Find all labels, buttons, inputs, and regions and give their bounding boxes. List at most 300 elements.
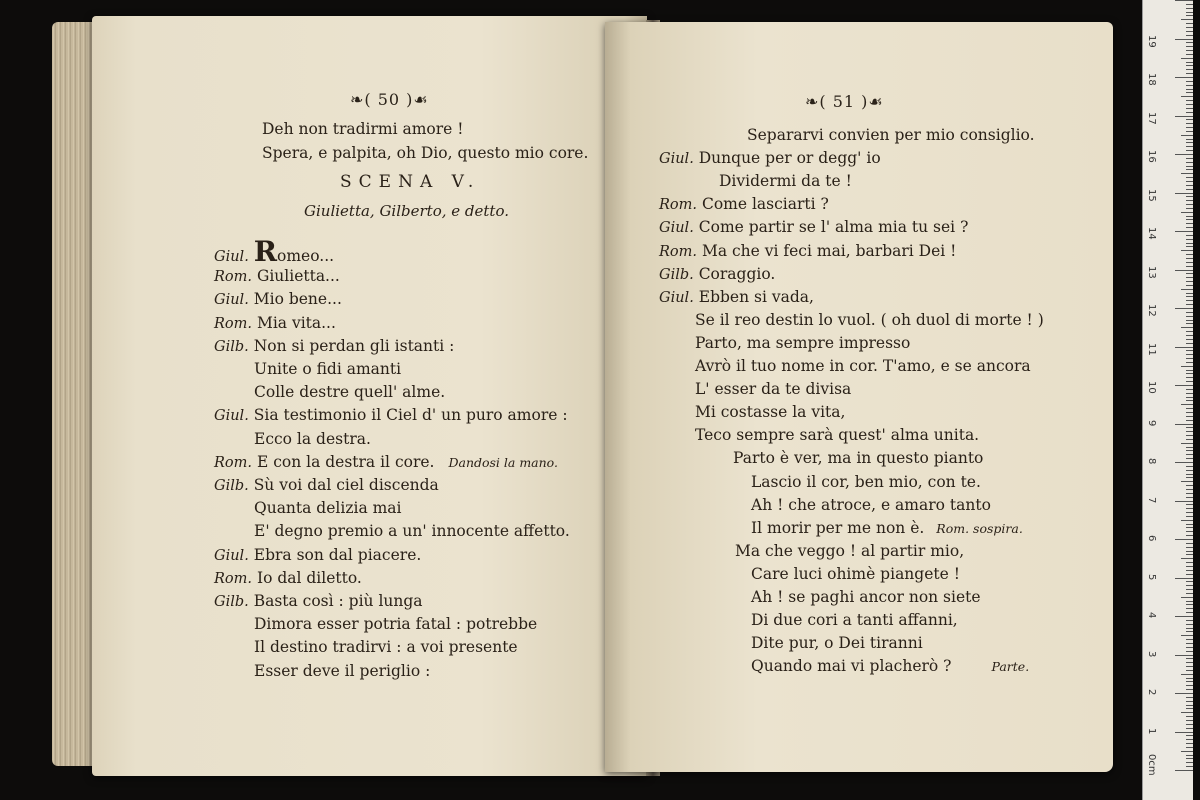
ruler-tick <box>1186 146 1193 147</box>
ruler-number: 11 <box>1146 342 1157 356</box>
ruler-tick <box>1186 370 1193 371</box>
folio-number: ( 51 ) <box>819 92 869 111</box>
ruler-tick <box>1181 674 1193 675</box>
ruler-tick <box>1186 755 1193 756</box>
ruler-number: 17 <box>1146 111 1157 125</box>
line-text: L' esser da te divisa <box>695 380 852 399</box>
line-text: Ecco la destra. <box>254 429 371 448</box>
ruler-tick <box>1186 601 1193 602</box>
ruler-number: 10 <box>1146 381 1157 394</box>
ruler-tick <box>1186 758 1193 759</box>
ruler-tick <box>1186 381 1193 382</box>
ruler-tick <box>1186 131 1193 132</box>
line-text: E' degno premio a un' innocente affetto. <box>254 522 570 541</box>
ruler-tick <box>1186 728 1193 729</box>
ruler-tick <box>1186 416 1193 417</box>
ruler-tick <box>1186 512 1193 513</box>
ornament-icon: ☙ <box>413 90 429 109</box>
ruler-tick <box>1186 735 1193 736</box>
line-text: Coraggio. <box>698 264 776 283</box>
speaker-label: Gilb. <box>214 478 249 494</box>
dialogue-line <box>751 588 981 606</box>
ruler-tick <box>1186 608 1193 609</box>
dialogue-line <box>695 334 910 352</box>
dialogue-line <box>659 218 968 236</box>
ruler-tick <box>1186 551 1193 552</box>
ruler-tick <box>1181 751 1193 752</box>
ruler-number: 15 <box>1146 188 1157 202</box>
ruler-tick <box>1186 42 1193 43</box>
speaker-label: Rom. <box>214 269 253 286</box>
ruler-tick <box>1186 258 1193 259</box>
line-text: Basta così : più lunga <box>253 592 423 610</box>
dialogue-line <box>751 634 923 652</box>
ruler-tick <box>1181 327 1193 328</box>
ruler-tick <box>1186 420 1193 421</box>
dialogue-line <box>254 522 570 540</box>
ruler-tick <box>1186 527 1193 528</box>
ruler-tick <box>1186 200 1193 201</box>
ruler-tick <box>1186 658 1193 659</box>
ruler-tick <box>1186 177 1193 178</box>
dialogue-line <box>695 403 845 421</box>
dialogue-line <box>254 360 401 378</box>
ruler-number: 2 <box>1146 689 1157 696</box>
ruler-tick <box>1186 543 1193 544</box>
ruler-tick <box>1175 154 1193 155</box>
dialogue-line <box>214 337 454 355</box>
line-text: Quanta delizia mai <box>254 499 402 518</box>
ruler-tick <box>1186 73 1193 74</box>
ruler-tick <box>1186 254 1193 255</box>
ruler-tick <box>1186 524 1193 525</box>
ruler-tick <box>1175 231 1193 232</box>
ruler-tick <box>1181 366 1193 367</box>
line-text: Ebben si vada, <box>698 287 814 306</box>
line-text: Sù voi dal ciel discenda <box>253 476 439 494</box>
ruler-tick <box>1186 339 1193 340</box>
stage-direction: Parte. <box>991 659 1030 675</box>
speaker-label: Rom. <box>214 570 253 587</box>
dialogue-line <box>214 314 336 332</box>
ruler-tick <box>1186 678 1193 679</box>
folio-left <box>350 90 429 109</box>
ruler-tick <box>1186 81 1193 82</box>
ruler-tick <box>1186 531 1193 532</box>
dialogue-line <box>254 638 518 656</box>
ruler-tick <box>1186 246 1193 247</box>
verse-line: Deh non tradirmi amore ! <box>262 120 464 138</box>
ruler-tick <box>1186 743 1193 744</box>
line-text: Il morir per me non è. <box>751 518 925 537</box>
speaker-label: Giul. <box>659 220 694 237</box>
line-text: Avrò il tuo nome in cor. T'amo, e se ancora <box>695 357 1031 375</box>
ruler-tick <box>1186 243 1193 244</box>
dialogue-line <box>751 611 958 629</box>
dialogue-line <box>214 267 340 285</box>
ruler-tick <box>1186 62 1193 63</box>
drop-cap: R <box>253 235 278 268</box>
ruler-tick <box>1175 424 1193 425</box>
ruler-tick <box>1186 112 1193 113</box>
ruler-tick <box>1186 189 1193 190</box>
ruler-tick <box>1186 123 1193 124</box>
ornament-icon: ☙ <box>868 92 884 111</box>
ruler-tick <box>1186 343 1193 344</box>
ruler-tick <box>1186 50 1193 51</box>
dialogue-line <box>695 426 979 444</box>
ruler-tick <box>1181 58 1193 59</box>
speaker-label: Giul. <box>659 289 694 306</box>
ruler-tick <box>1186 427 1193 428</box>
ruler-tick <box>1186 277 1193 278</box>
dialogue-line <box>214 406 568 424</box>
ruler-tick <box>1186 447 1193 448</box>
ruler-tick <box>1175 0 1193 1</box>
ruler-unit: 0cm <box>1146 754 1157 776</box>
dialogue-line <box>659 195 829 213</box>
ruler-tick <box>1175 116 1193 117</box>
ruler-number: 18 <box>1146 73 1157 86</box>
ruler-tick <box>1186 739 1193 740</box>
ruler-tick <box>1181 289 1193 290</box>
ruler-tick <box>1186 439 1193 440</box>
ruler-tick <box>1186 216 1193 217</box>
ruler-tick <box>1186 85 1193 86</box>
line-text: Mio bene... <box>253 290 342 309</box>
ruler-tick <box>1186 323 1193 324</box>
ruler-tick <box>1186 373 1193 374</box>
ruler-tick <box>1186 581 1193 582</box>
dialogue-line <box>719 172 852 190</box>
speaker-label: Gilb. <box>659 266 694 283</box>
ruler-tick <box>1186 89 1193 90</box>
ruler-tick <box>1186 620 1193 621</box>
ruler-tick <box>1186 400 1193 401</box>
ruler-tick <box>1186 708 1193 709</box>
dialogue-line <box>214 569 362 587</box>
ruler-tick <box>1186 689 1193 690</box>
speaker-label: Rom. <box>659 197 698 214</box>
ruler-tick <box>1186 431 1193 432</box>
line-text: Ma che veggo ! al partir mio, <box>735 541 965 560</box>
ruler-number: 9 <box>1146 419 1157 426</box>
ruler-tick <box>1186 493 1193 494</box>
ruler-tick <box>1186 562 1193 563</box>
line-text: Ma che vi feci mai, barbari Dei ! <box>701 241 957 260</box>
line-text: Ebra son dal piacere. <box>253 545 422 564</box>
ruler-tick <box>1186 766 1193 767</box>
line-text: Dimora esser potria fatal : potrebbe <box>254 615 538 634</box>
ruler-tick <box>1186 681 1193 682</box>
ruler-tick <box>1175 77 1193 78</box>
ruler-tick <box>1186 127 1193 128</box>
ruler-tick <box>1186 166 1193 167</box>
line-text: Di due cori a tanti affanni, <box>751 611 958 630</box>
ornament-icon: ❧ <box>805 92 820 111</box>
speaker-label: Rom. <box>659 243 698 260</box>
ruler-tick <box>1186 304 1193 305</box>
ruler-tick <box>1186 266 1193 267</box>
dialogue-line <box>214 235 335 268</box>
ruler-tick <box>1186 196 1193 197</box>
line-text: Se il reo destin lo vuol. ( oh duol di morte ! ) <box>695 310 1044 329</box>
ruler-tick <box>1186 208 1193 209</box>
ruler-tick <box>1186 408 1193 409</box>
line-text: Come partir se l' alma mia tu sei ? <box>698 218 969 237</box>
line-text: Io dal diletto. <box>256 568 362 587</box>
ruler-tick <box>1186 185 1193 186</box>
ruler-tick <box>1186 235 1193 236</box>
line-text: Care luci ohimè piangete ! <box>751 564 960 583</box>
ruler-tick <box>1186 296 1193 297</box>
dialogue-line <box>254 430 371 448</box>
ruler-tick <box>1186 27 1193 28</box>
dialogue-line <box>254 499 402 517</box>
ruler-tick <box>1186 593 1193 594</box>
dialogue-line <box>695 311 1044 329</box>
ruler-tick <box>1186 15 1193 16</box>
ruler-tick <box>1186 4 1193 5</box>
ruler-tick <box>1186 724 1193 725</box>
line-text: Parto è ver, ma in questo pianto <box>733 449 984 468</box>
ruler-tick <box>1186 35 1193 36</box>
line-text: Colle destre quell' alme. <box>254 383 446 402</box>
ruler-tick <box>1186 350 1193 351</box>
ruler-tick <box>1186 223 1193 224</box>
dialogue-line <box>751 473 981 491</box>
ruler-tick <box>1186 312 1193 313</box>
ruler-tick <box>1186 466 1193 467</box>
ruler-tick <box>1186 169 1193 170</box>
ruler-tick <box>1186 716 1193 717</box>
ruler-tick <box>1181 443 1193 444</box>
ruler-tick <box>1175 39 1193 40</box>
ruler-tick <box>1186 331 1193 332</box>
ruler-tick <box>1186 54 1193 55</box>
dialogue-line <box>659 288 814 306</box>
ruler-tick <box>1175 385 1193 386</box>
ruler-tick <box>1181 481 1193 482</box>
scene-subtitle: Giulietta, Gilberto, e detto. <box>304 202 509 220</box>
dialogue-line <box>214 592 423 610</box>
ruler-tick <box>1175 347 1193 348</box>
ruler-tick <box>1186 485 1193 486</box>
ruler-tick <box>1186 92 1193 93</box>
dialogue-line <box>254 615 537 633</box>
line-text: E con la destra il core. <box>256 452 435 471</box>
ruler-tick <box>1175 193 1193 194</box>
ruler-tick <box>1181 212 1193 213</box>
ruler-tick <box>1186 631 1193 632</box>
ruler-tick <box>1186 651 1193 652</box>
ruler-tick <box>1186 589 1193 590</box>
ruler-tick <box>1186 585 1193 586</box>
ruler-tick <box>1175 578 1193 579</box>
ruler-number: 5 <box>1146 573 1157 580</box>
dialogue-line <box>733 449 983 467</box>
right-page <box>605 22 1113 772</box>
ruler-tick <box>1186 273 1193 274</box>
ruler-tick <box>1186 139 1193 140</box>
ruler-tick <box>1181 19 1193 20</box>
ruler-tick <box>1186 293 1193 294</box>
ornament-icon: ❧ <box>350 90 365 109</box>
ruler-tick <box>1186 69 1193 70</box>
ruler-tick <box>1186 647 1193 648</box>
ruler-tick <box>1186 119 1193 120</box>
ruler-tick <box>1175 616 1193 617</box>
scene-title: SCENA V. <box>340 172 481 192</box>
ruler-tick <box>1186 435 1193 436</box>
ruler-tick <box>1186 762 1193 763</box>
ruler-tick <box>1181 135 1193 136</box>
ruler-tick <box>1186 643 1193 644</box>
dialogue-line <box>751 519 1023 537</box>
dialogue-line <box>659 242 956 260</box>
ruler-tick <box>1186 281 1193 282</box>
ruler-tick <box>1181 173 1193 174</box>
ruler-tick <box>1186 320 1193 321</box>
stage-direction: Rom. sospira. <box>936 520 1023 536</box>
ruler-number: 16 <box>1146 150 1157 163</box>
ruler-tick <box>1186 662 1193 663</box>
line-text: Dividermi da te ! <box>719 172 852 191</box>
line-text: Non si perdan gli istanti : <box>253 336 455 355</box>
verse-line: Spera, e palpita, oh Dio, questo mio core. <box>262 144 589 162</box>
dialogue-line <box>214 290 342 308</box>
dialogue-line <box>659 265 775 283</box>
line-text: Unite o fidi amanti <box>254 360 402 378</box>
dialogue-line <box>695 357 1031 375</box>
ruler-tick <box>1181 712 1193 713</box>
ruler-tick <box>1186 158 1193 159</box>
ruler-tick <box>1186 397 1193 398</box>
ruler-tick <box>1186 720 1193 721</box>
line-text: Lascio il cor, ben mio, con te. <box>751 472 981 491</box>
ruler-tick <box>1186 239 1193 240</box>
ruler-number: 14 <box>1146 227 1157 240</box>
dialogue-line <box>254 662 430 680</box>
dialogue-line <box>751 496 991 514</box>
line-text: Esser deve il periglio : <box>254 661 431 680</box>
ruler-tick <box>1186 358 1193 359</box>
line-text: Come lasciarti ? <box>701 195 829 214</box>
ruler-number: 3 <box>1146 650 1157 657</box>
ruler-tick <box>1186 389 1193 390</box>
ruler-number: 12 <box>1146 304 1157 317</box>
ruler-tick <box>1186 670 1193 671</box>
folio-right <box>805 92 884 111</box>
ruler-tick <box>1175 655 1193 656</box>
ruler-number: 1 <box>1146 727 1157 734</box>
ruler-tick <box>1186 705 1193 706</box>
line-text: omeo... <box>277 247 335 265</box>
ruler-number: 6 <box>1146 535 1157 542</box>
speaker-label: Giul. <box>214 249 249 265</box>
open-book <box>52 16 1122 778</box>
line-text: Teco sempre sarà quest' alma unita. <box>695 426 980 445</box>
ruler-tick <box>1186 701 1193 702</box>
ruler-tick <box>1186 685 1193 686</box>
speaker-label: Giul. <box>214 547 249 564</box>
ruler-tick <box>1186 747 1193 748</box>
ruler-tick <box>1181 404 1193 405</box>
ruler-tick <box>1186 497 1193 498</box>
line-text: Parto, ma sempre impresso <box>695 333 911 352</box>
line-text: Dite pur, o Dei tiranni <box>751 634 923 653</box>
ruler-tick <box>1181 520 1193 521</box>
ruler-tick <box>1186 697 1193 698</box>
ruler-tick <box>1186 227 1193 228</box>
ruler-tick <box>1186 666 1193 667</box>
ruler-tick <box>1186 285 1193 286</box>
dialogue-line <box>747 126 1035 144</box>
line-text: Sia testimonio il Ciel d' un puro amore : <box>253 406 568 425</box>
ruler-tick <box>1186 393 1193 394</box>
line-text: Ah ! che atroce, e amaro tanto <box>751 495 991 514</box>
ruler-number: 8 <box>1146 458 1157 465</box>
ruler-tick <box>1186 624 1193 625</box>
dialogue-line <box>659 149 881 167</box>
ruler-tick <box>1186 508 1193 509</box>
ruler-tick <box>1186 162 1193 163</box>
ruler-tick <box>1186 12 1193 13</box>
ruler-tick <box>1186 108 1193 109</box>
speaker-label: Giul. <box>659 151 694 168</box>
ruler-tick <box>1186 474 1193 475</box>
line-text: Il destino tradirvi : a voi presente <box>254 638 518 657</box>
dialogue-line <box>751 565 960 583</box>
ruler-tick <box>1175 732 1193 733</box>
ruler-tick <box>1186 262 1193 263</box>
ruler-tick <box>1186 316 1193 317</box>
ruler-tick <box>1175 501 1193 502</box>
ruler-tick <box>1186 639 1193 640</box>
ruler-tick <box>1186 566 1193 567</box>
ruler-tick <box>1181 250 1193 251</box>
ruler-number: 4 <box>1146 612 1157 619</box>
speaker-label: Giul. <box>214 292 249 309</box>
ruler-tick <box>1186 219 1193 220</box>
ruler-tick <box>1186 628 1193 629</box>
line-text: Quando mai vi placherò ? <box>751 657 952 676</box>
ruler-tick <box>1186 450 1193 451</box>
ruler-tick <box>1186 516 1193 517</box>
line-text: Mia vita... <box>256 313 336 332</box>
ruler-tick <box>1186 104 1193 105</box>
dialogue-line <box>695 380 851 398</box>
ruler-tick <box>1175 270 1193 271</box>
ruler-number: 19 <box>1146 34 1157 48</box>
ruler-tick <box>1186 100 1193 101</box>
ruler-tick <box>1186 477 1193 478</box>
dialogue-line <box>751 657 1029 675</box>
stage-direction: Dandosi la mano. <box>448 454 558 470</box>
ruler-tick <box>1186 46 1193 47</box>
ruler-tick <box>1175 539 1193 540</box>
dialogue-line <box>214 546 421 564</box>
ruler-tick <box>1175 693 1193 694</box>
folio-number: ( 50 ) <box>364 90 414 109</box>
ruler-tick <box>1186 604 1193 605</box>
ruler-number: 7 <box>1146 496 1157 503</box>
line-text: Giulietta... <box>256 267 340 286</box>
ruler-tick <box>1175 462 1193 463</box>
ruler-tick <box>1181 558 1193 559</box>
line-text: Separarvi convien per mio consiglio. <box>747 126 1035 144</box>
ruler-tick <box>1186 377 1193 378</box>
